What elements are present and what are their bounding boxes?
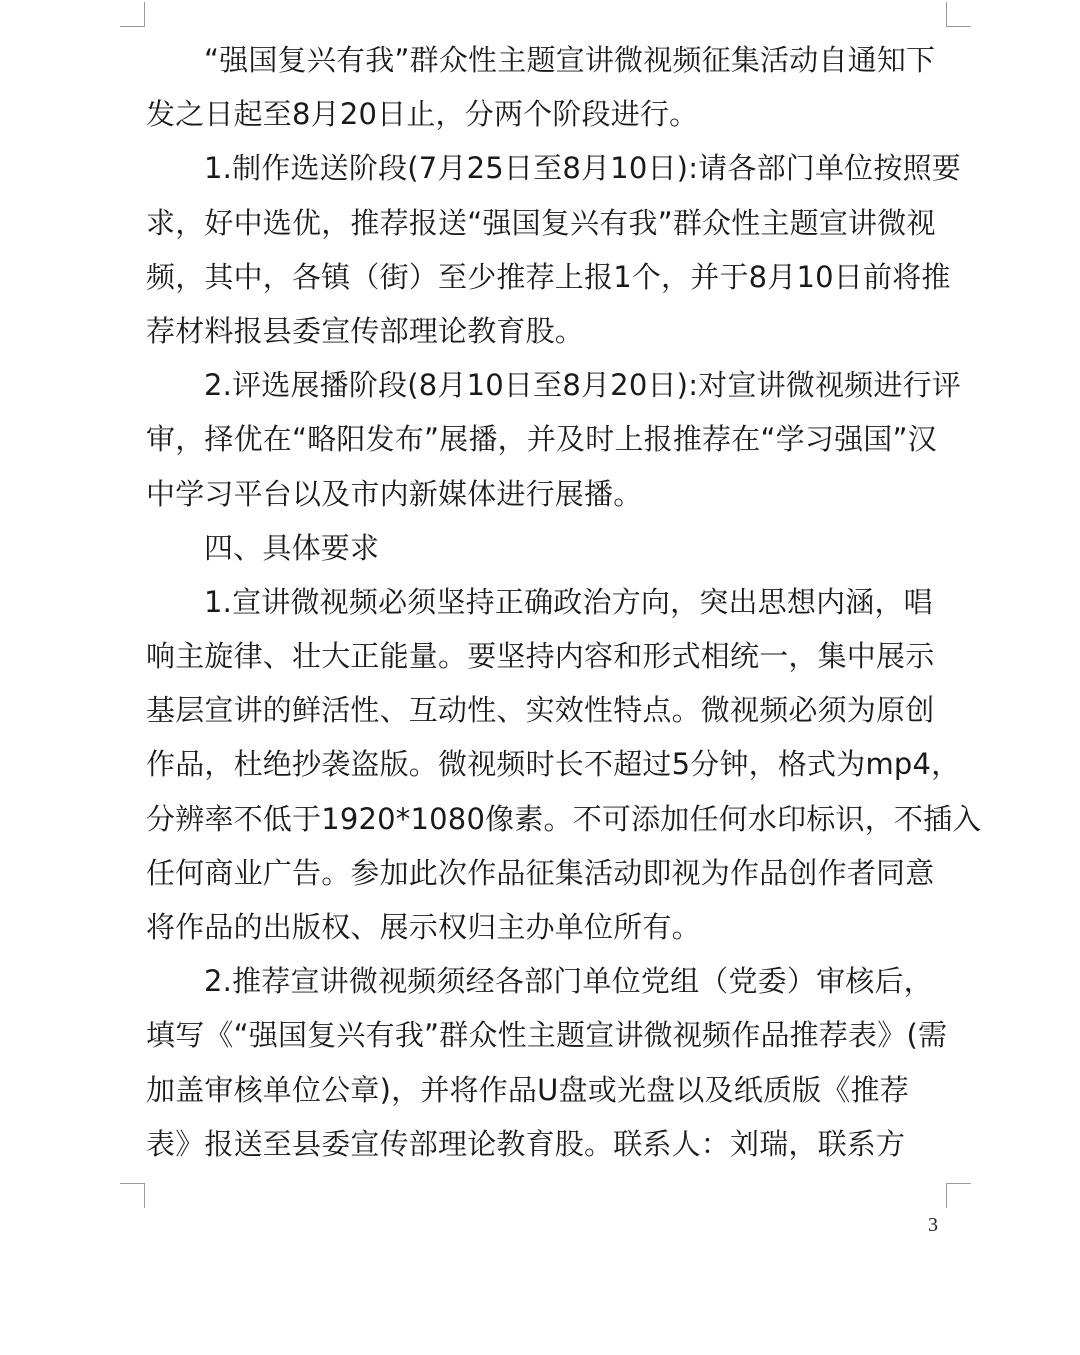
paragraph-line: “强国复兴有我”群众性主题宣讲微视频征集活动自通知下 [204,43,936,77]
paragraph-line: 求，好中选优，推荐报送“强国复兴有我”群众性主题宣讲微视 [146,205,936,240]
crop-mark-bottom-left [120,1183,145,1208]
paragraph-line: 1.宣讲微视频必须坚持正确政治方向，突出思想内涵，唱 [204,584,933,619]
paragraph-line: 分辨率不低于1920*1080像素。不可添加任何水印标识，不插入 [146,801,982,836]
paragraph-line: 频，其中，各镇（街）至少推荐上报1个，并于8月10日前将推 [146,259,951,294]
paragraph-line: 加盖审核单位公章)，并将作品U盘或光盘以及纸质版《推荐 [146,1072,909,1107]
paragraph-line: 响主旋律、壮大正能量。要坚持内容和形式相统一，集中展示 [146,639,935,674]
paragraph-line: 表》报送至县委宣传部理论教育股。联系人：刘瑞，联系方 [146,1126,906,1161]
paragraph-line: 荐材料报县委宣传部理论教育股。 [146,313,585,348]
crop-mark-top-left [120,2,145,27]
paragraph-line: 填写《“强国复兴有我”群众性主题宣讲微视频作品推荐表》(需 [146,1018,948,1053]
page-number: 3 [928,1214,938,1236]
crop-mark-bottom-right [946,1183,971,1208]
section-heading: 四、具体要求 [204,530,380,565]
crop-mark-top-right [946,2,971,27]
document-body [146,33,982,1171]
paragraph-line: 1.制作选送阶段(7月25日至8月10日):请各部门单位按照要 [204,151,961,186]
paragraph-line: 发之日起至8月20日止，分两个阶段进行。 [146,97,699,132]
paragraph-line: 任何商业广告。参加此次作品征集活动即视为作品创作者同意 [146,855,935,890]
paragraph-line: 将作品的出版权、展示权归主办单位所有。 [146,910,701,944]
paragraph-line: 审，择优在“略阳发布”展播，并及时上报推荐在“学习强国”汉 [146,422,937,457]
paragraph-line: 2.评选展播阶段(8月10日至8月20日):对宣讲微视频进行评 [204,368,961,403]
paragraph-line: 作品，杜绝抄袭盗版。微视频时长不超过5分钟，格式为mp4， [146,747,961,782]
paragraph-line: 2.推荐宣讲微视频须经各部门单位党组（党委）审核后， [204,964,933,999]
paragraph-line: 基层宣讲的鲜活性、互动性、实效性特点。微视频必须为原创 [146,693,935,728]
paragraph-line: 中学习平台以及市内新媒体进行展播。 [146,476,643,511]
